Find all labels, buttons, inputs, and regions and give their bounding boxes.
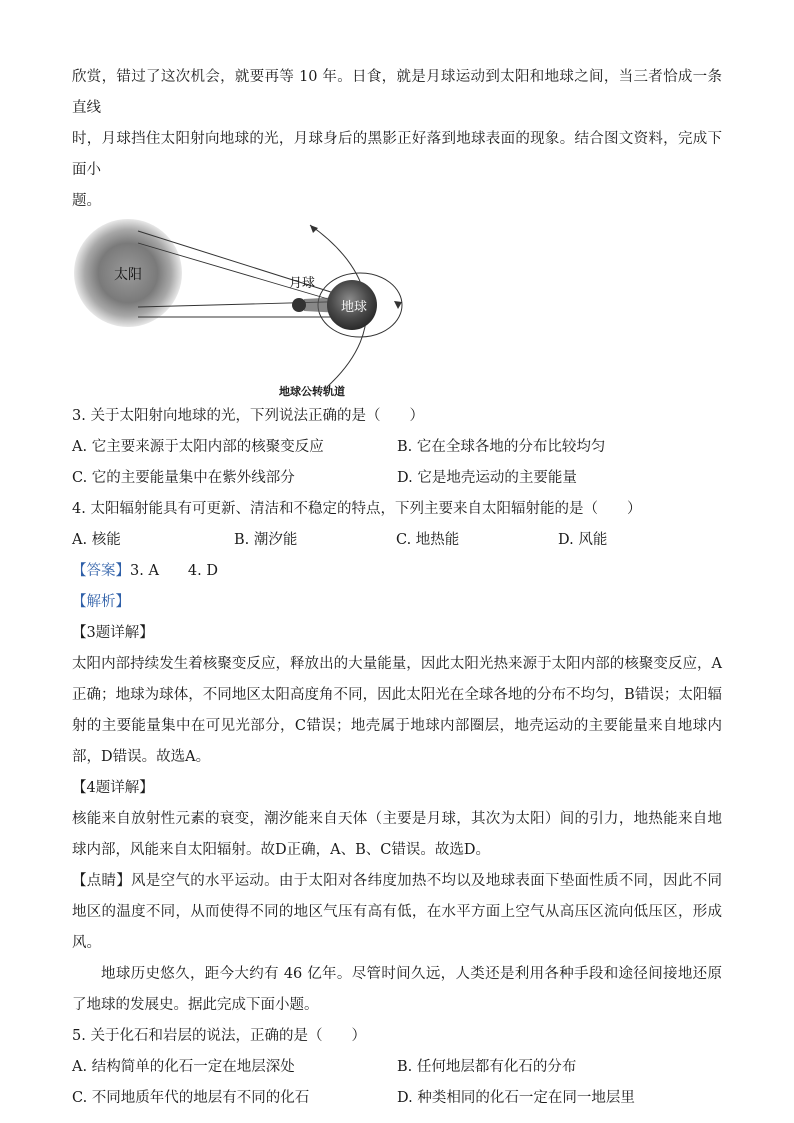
q5-options-row-2 [72, 1083, 722, 1114]
detail4-label: 【4题详解】 [72, 780, 154, 796]
q5-option-a: A. 结构简单的化石一定在地层深处 [72, 1059, 295, 1075]
q3-option-d: D. 它是地壳运动的主要能量 [397, 470, 577, 486]
q3-option-b: B. 它在全球各地的分布比较均匀 [397, 439, 606, 455]
q4-option-c: C. 地热能 [396, 532, 460, 548]
intro-line-2: 时，月球挡住太阳射向地球的光，月球身后的黑影正好落到地球表面的现象。结合图文资料，完成下面小 [72, 131, 722, 178]
detail3-label: 【3题详解】 [72, 625, 154, 641]
detail3-text: 太阳内部持续发生着核聚变反应，释放出的大量能量，因此太阳光热来源于太阳内部的核聚变反应，A正确；地球为球体，不同地区太阳高度角不同，因此太阳光在全球各地的分布不均匀，B错误；太阳辐射的主要能量集中在可见光部分，C错误；地壳属于地球内部圈层，地壳运动的主要能量来自地球内部，D错误。故选A。 [72, 656, 722, 765]
q3-option-a: A. 它主要来源于太阳内部的核聚变反应 [72, 439, 324, 455]
solar-eclipse-figure [72, 217, 722, 401]
q5-option-d: D. 种类相同的化石一定在同一地层里 [397, 1090, 635, 1106]
earth-label: 地球 [340, 300, 368, 315]
passage-2: 地球历史悠久，距今大约有 46 亿年。尽管时间久远，人类还是利用各种手段和途径间接地还原了地球的发展史。据此完成下面小题。 [72, 966, 722, 1013]
intro-line-1: 欣赏，错过了这次机会，就要再等 10 年。日食，就是月球运动到太阳和地球之间，当三者恰成一条直线 [72, 69, 722, 116]
analysis-label: 【解析】 [72, 594, 130, 610]
sun-label: 太阳 [114, 267, 142, 283]
moon-icon [292, 298, 306, 312]
answer-label: 【答案】 [72, 563, 130, 579]
intro-line-3: 题。 [72, 193, 101, 209]
q4-option-a: A. 核能 [72, 532, 121, 548]
moon-orbit-arrow-icon [394, 301, 402, 309]
orbit-label: 地球公转轨道 [279, 385, 345, 398]
q5-option-c: C. 不同地质年代的地层有不同的化石 [72, 1090, 310, 1106]
detail4-text: 核能来自放射性元素的衰变，潮汐能来自天体（主要是月球，其次为太阳）间的引力，地热能来自地球内部，风能来自太阳辐射。故D正确，A、B、C错误。故选D。 [72, 811, 722, 858]
moon-label: 月球 [288, 276, 316, 291]
q3-stem: 3. 关于太阳射向地球的光，下列说法正确的是（ ） [72, 408, 424, 424]
tip-paragraph [72, 866, 722, 959]
answer-line [72, 556, 722, 587]
q3-option-c: C. 它的主要能量集中在紫外线部分 [72, 470, 295, 486]
eclipse-diagram [72, 217, 722, 401]
q3-options-row-1 [72, 432, 722, 463]
tip-text: 风是空气的水平运动。由于太阳对各纬度加热不均以及地球表面下垫面性质不同，因此不同地区的温度不同，从而使得不同的地区气压有高有低，在水平方面上空气从高压区流向低压区，形成风。 [72, 873, 723, 951]
q5-option-b: B. 任何地层都有化石的分布 [397, 1059, 577, 1075]
orbit-arrow-icon [310, 225, 318, 233]
q3-options-row-2 [72, 463, 722, 494]
q4-option-b: B. 潮汐能 [234, 532, 298, 548]
q4-stem: 4. 太阳辐射能具有可更新、清洁和不稳定的特点，下列主要来自太阳辐射能的是（ ） [72, 501, 642, 517]
q4-option-d: D. 风能 [558, 532, 608, 548]
q5-options-row-1 [72, 1052, 722, 1083]
q5-stem: 5. 关于化石和岩层的说法，正确的是（ ） [72, 1028, 366, 1044]
tip-label: 【点睛】 [72, 873, 132, 889]
answer-text: 3. A 4. D [130, 563, 218, 579]
q4-options [72, 525, 722, 556]
document-page [72, 62, 722, 1114]
